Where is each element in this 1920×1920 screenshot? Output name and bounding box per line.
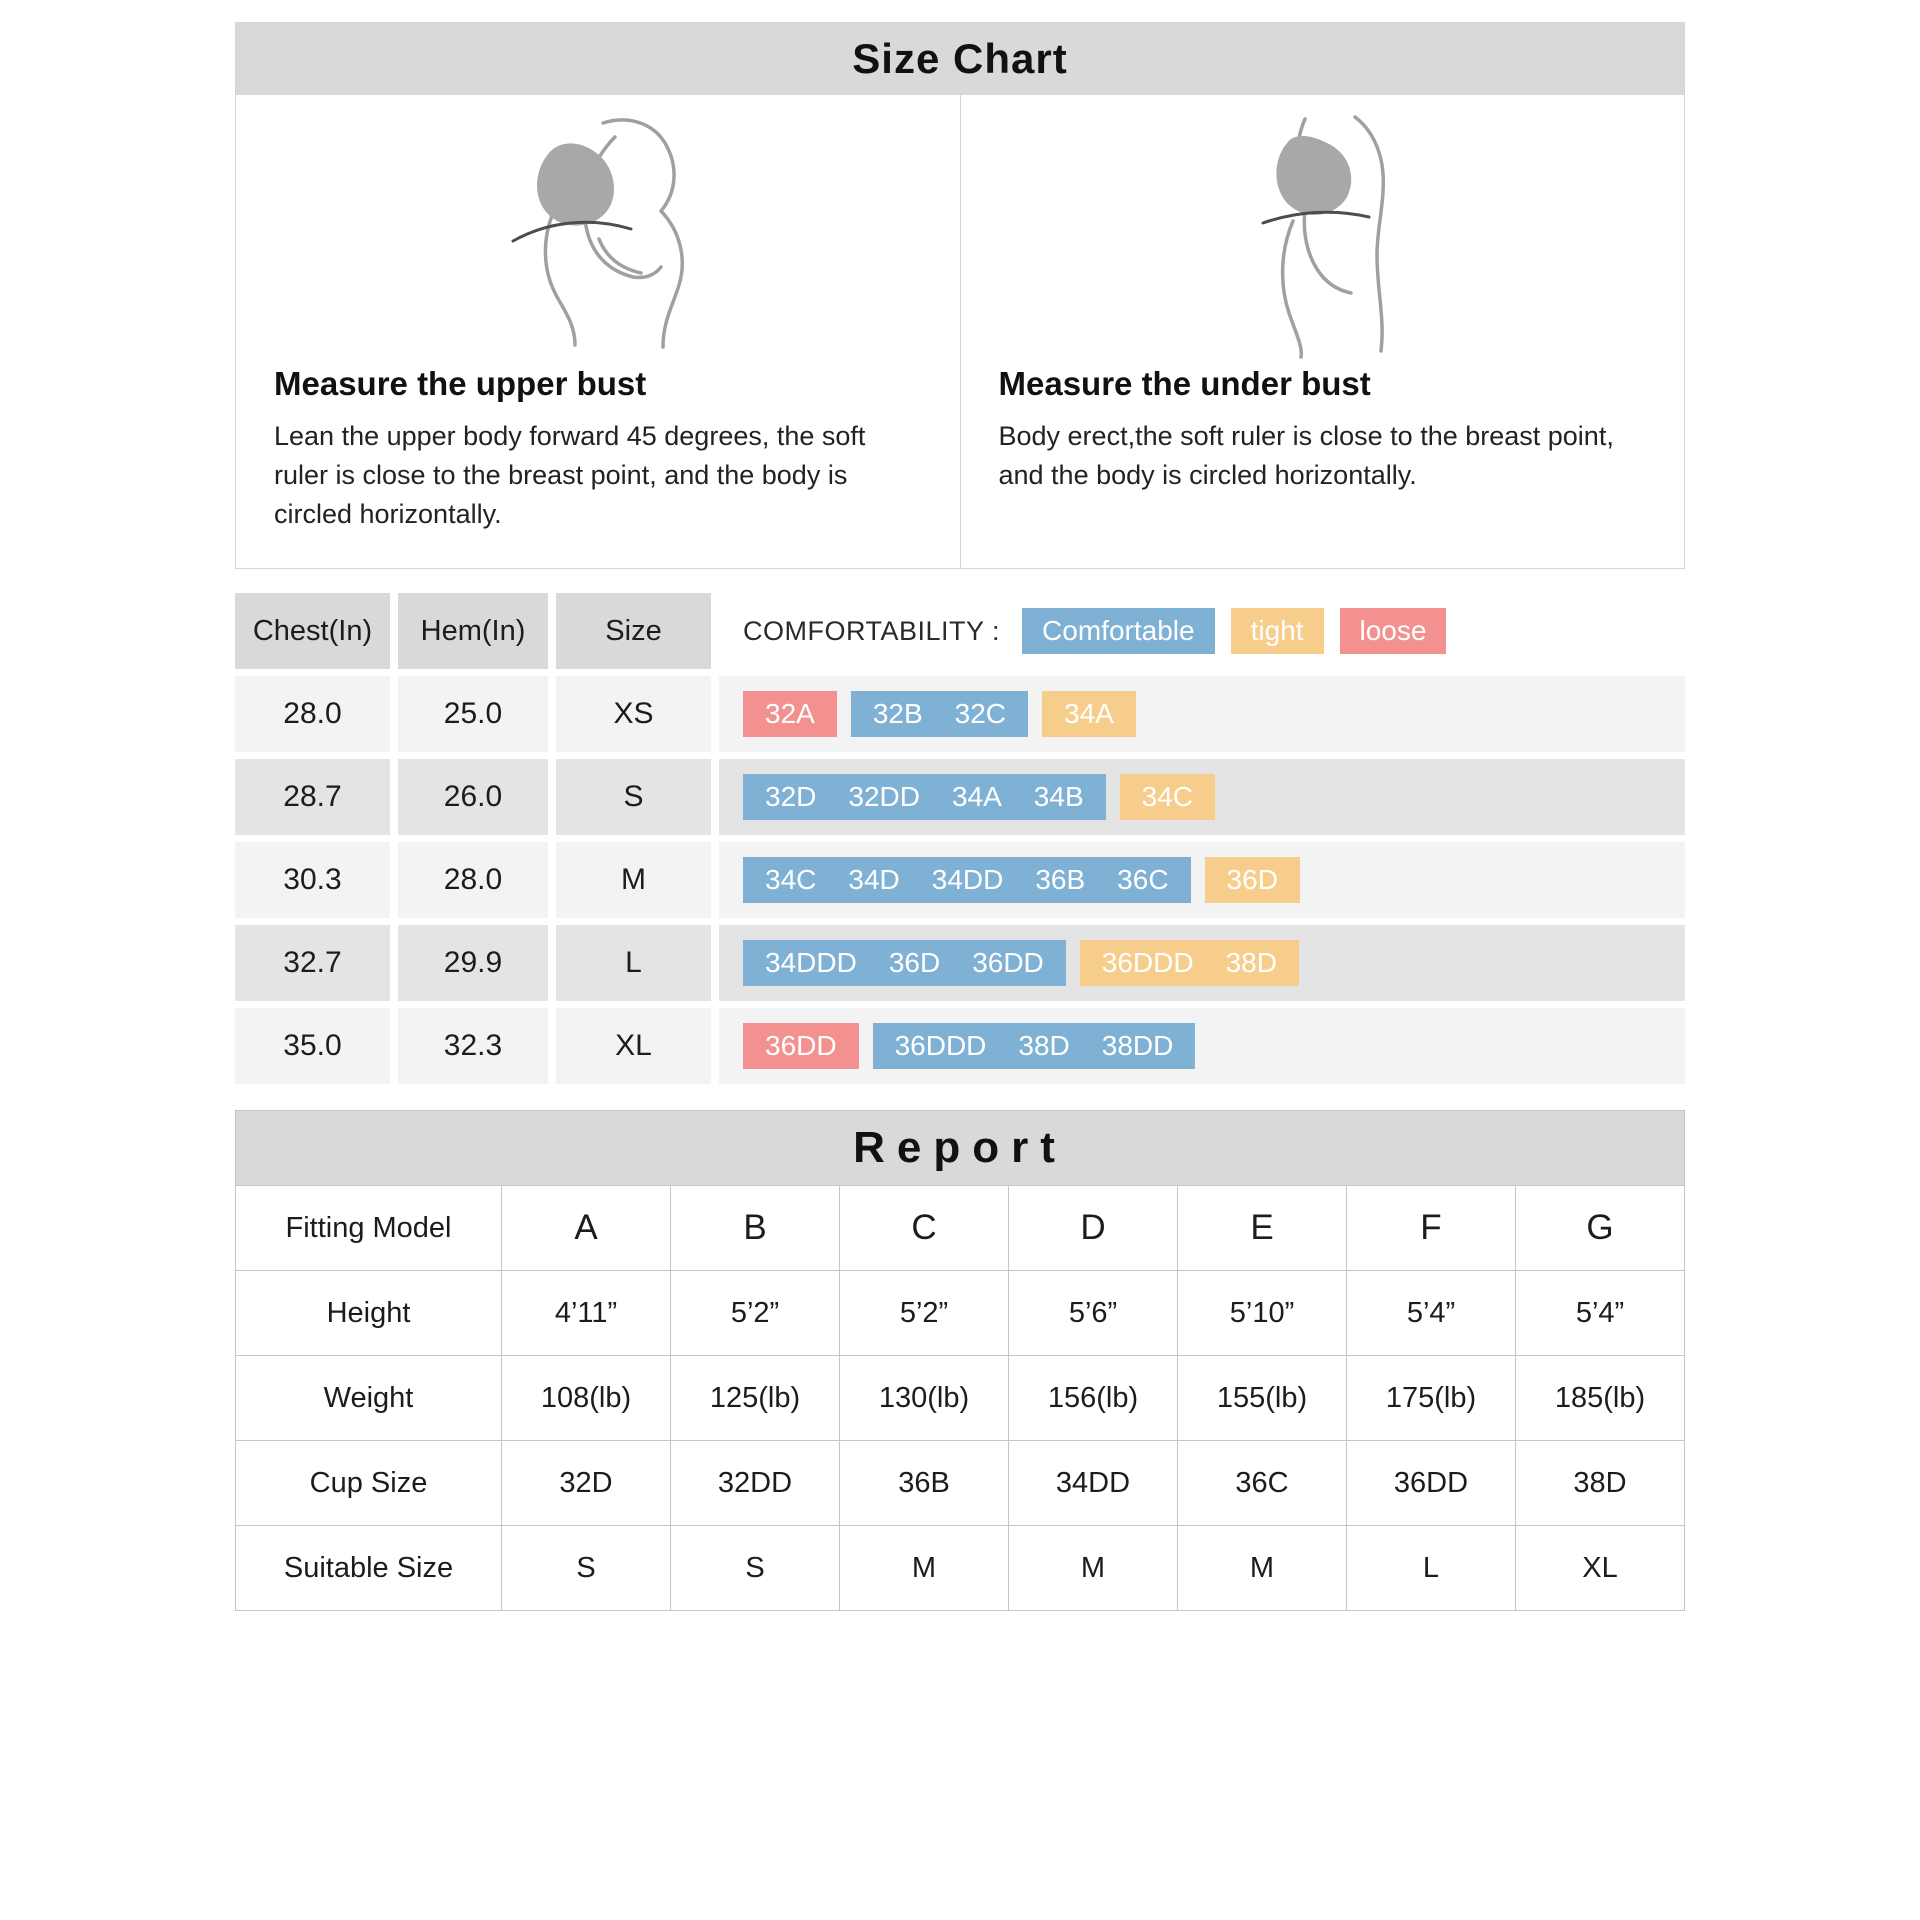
- comfortability-strip: [719, 759, 1685, 835]
- report-value-cell: XL: [1515, 1525, 1684, 1610]
- bra-size-label: 36DD: [765, 1030, 837, 1062]
- report-value-cell: L: [1346, 1525, 1515, 1610]
- size-table-body: [235, 676, 1685, 1084]
- measure-upper-bust-panel: [236, 95, 960, 568]
- size-badge-group-loose: [743, 1023, 859, 1069]
- size-table-row: [235, 759, 1685, 835]
- report-value-cell: 125(lb): [670, 1355, 839, 1440]
- size-cell-chest: 28.7: [235, 759, 390, 835]
- column-header-chest: Chest(In): [235, 593, 390, 669]
- report-value-cell: M: [1177, 1525, 1346, 1610]
- panel-body-under-bust: Body erect,the soft ruler is close to the breast point, and the body is circled horizontally.: [998, 421, 1614, 491]
- report-value-cell: 5’4”: [1515, 1270, 1684, 1355]
- report-value-cell: 4’11”: [501, 1270, 670, 1355]
- report-value-cell: 130(lb): [839, 1355, 1008, 1440]
- size-cell-size: L: [556, 925, 711, 1001]
- report-value-cell: 156(lb): [1008, 1355, 1177, 1440]
- size-badge-group-tight: [1120, 774, 1215, 820]
- size-chart-section: [235, 22, 1685, 569]
- legend-comfortable-badge: Comfortable: [1022, 608, 1215, 654]
- report-value-cell: S: [670, 1525, 839, 1610]
- report-value-cell: M: [1008, 1525, 1177, 1610]
- size-cell-hem: 26.0: [398, 759, 548, 835]
- report-value-cell: 5’2”: [839, 1270, 1008, 1355]
- report-value-cell: 5’2”: [670, 1270, 839, 1355]
- bra-size-label: 32A: [765, 698, 815, 730]
- report-model-cell: F: [1346, 1185, 1515, 1270]
- report-model-cell: C: [839, 1185, 1008, 1270]
- bra-size-label: 36B: [1035, 864, 1086, 896]
- report-model-cell: B: [670, 1185, 839, 1270]
- bra-size-label: 34DD: [931, 864, 1004, 896]
- report-row-label: Fitting Model: [236, 1185, 501, 1270]
- bra-size-label: 34D: [848, 864, 900, 896]
- bra-size-label: 34A: [951, 781, 1002, 813]
- report-row-label: Weight: [236, 1355, 501, 1440]
- legend-loose-badge: loose: [1340, 608, 1447, 654]
- bra-size-label: 38DD: [1101, 1030, 1174, 1062]
- bra-size-label: 36C: [1117, 864, 1169, 896]
- report-value-cell: 38D: [1515, 1440, 1684, 1525]
- bra-size-label: 36D: [888, 947, 941, 979]
- size-table-row: [235, 1008, 1685, 1084]
- measure-under-bust-panel: [961, 95, 1685, 568]
- size-badge-group-loose: [743, 691, 837, 737]
- column-header-hem: Hem(In): [398, 593, 548, 669]
- panel-heading-upper-bust: Measure the upper bust: [274, 365, 647, 402]
- size-cell-chest: 35.0: [235, 1008, 390, 1084]
- size-badge-group-tight: [1042, 691, 1136, 737]
- size-cell-chest: 32.7: [235, 925, 390, 1001]
- woman-upright-figure-icon: [1207, 109, 1437, 359]
- size-cell-chest: 30.3: [235, 842, 390, 918]
- size-badge-group-comfortable: [873, 1023, 1196, 1069]
- report-title: Report: [236, 1111, 1684, 1185]
- report-model-cell: A: [501, 1185, 670, 1270]
- report-value-cell: 32DD: [670, 1440, 839, 1525]
- size-badge-group-comfortable: [743, 774, 1106, 820]
- comfortability-label: COMFORTABILITY :: [743, 615, 1001, 646]
- size-badge-group-tight: [1205, 857, 1300, 903]
- size-cell-size: XL: [556, 1008, 711, 1084]
- report-row-label: Height: [236, 1270, 501, 1355]
- comfortability-legend: [719, 593, 1685, 669]
- size-table-header-row: [235, 593, 1685, 669]
- bra-size-label: 36DD: [972, 947, 1044, 979]
- panel-body-upper-bust: Lean the upper body forward 45 degrees, the soft ruler is close to the breast point, and the body is circled horizontally.: [274, 421, 866, 530]
- report-value-cell: 5’10”: [1177, 1270, 1346, 1355]
- size-cell-size: M: [556, 842, 711, 918]
- measure-upper-bust-illustration: [274, 103, 922, 361]
- bra-size-label: 36DDD: [1101, 947, 1194, 979]
- report-section: [235, 1110, 1685, 1611]
- report-row-label: Cup Size: [236, 1440, 501, 1525]
- woman-leaning-figure-icon: [483, 109, 713, 359]
- size-table: [235, 593, 1685, 1084]
- bra-size-label: 32DD: [848, 781, 920, 813]
- size-badge-group-comfortable: [743, 940, 1066, 986]
- report-model-cell: D: [1008, 1185, 1177, 1270]
- report-model-cell: E: [1177, 1185, 1346, 1270]
- comfortability-strip: [719, 676, 1685, 752]
- column-header-size: Size: [556, 593, 711, 669]
- report-value-cell: 5’4”: [1346, 1270, 1515, 1355]
- report-value-cell: 36DD: [1346, 1440, 1515, 1525]
- size-cell-hem: 28.0: [398, 842, 548, 918]
- report-value-cell: 175(lb): [1346, 1355, 1515, 1440]
- report-model-cell: G: [1515, 1185, 1684, 1270]
- size-cell-hem: 29.9: [398, 925, 548, 1001]
- bra-size-label: 32D: [765, 781, 817, 813]
- report-value-cell: S: [501, 1525, 670, 1610]
- bra-size-label: 32C: [954, 698, 1007, 730]
- size-table-row: [235, 676, 1685, 752]
- bra-size-label: 34DDD: [765, 947, 857, 979]
- size-chart-page: [235, 0, 1685, 1611]
- size-badge-group-comfortable: [851, 691, 1028, 737]
- comfortability-strip: [719, 925, 1685, 1001]
- size-cell-chest: 28.0: [235, 676, 390, 752]
- size-cell-hem: 32.3: [398, 1008, 548, 1084]
- bra-size-label: 36D: [1226, 864, 1278, 896]
- comfortability-strip: [719, 1008, 1685, 1084]
- measure-panels: [236, 95, 1684, 568]
- report-value-cell: 5’6”: [1008, 1270, 1177, 1355]
- comfortability-strip: [719, 842, 1685, 918]
- bra-size-label: 34C: [765, 864, 817, 896]
- bra-size-label: 32B: [872, 698, 923, 730]
- report-value-cell: 34DD: [1008, 1440, 1177, 1525]
- panel-heading-under-bust: Measure the under bust: [998, 365, 1371, 402]
- bra-size-label: 34C: [1141, 781, 1193, 813]
- size-table-row: [235, 842, 1685, 918]
- size-table-row: [235, 925, 1685, 1001]
- size-cell-size: S: [556, 759, 711, 835]
- bra-size-label: 36DDD: [894, 1030, 987, 1062]
- size-chart-title: Size Chart: [236, 23, 1684, 95]
- report-value-cell: 185(lb): [1515, 1355, 1684, 1440]
- size-cell-size: XS: [556, 676, 711, 752]
- bra-size-label: 38D: [1225, 947, 1277, 979]
- report-value-cell: 155(lb): [1177, 1355, 1346, 1440]
- report-value-cell: 32D: [501, 1440, 670, 1525]
- size-badge-group-comfortable: [743, 857, 1191, 903]
- legend-tight-badge: tight: [1231, 608, 1324, 654]
- bra-size-label: 34B: [1033, 781, 1084, 813]
- size-cell-hem: 25.0: [398, 676, 548, 752]
- report-row-label: Suitable Size: [236, 1525, 501, 1610]
- report-value-cell: 36C: [1177, 1440, 1346, 1525]
- bra-size-label: 38D: [1018, 1030, 1070, 1062]
- report-table: [236, 1185, 1684, 1610]
- report-value-cell: M: [839, 1525, 1008, 1610]
- measure-under-bust-illustration: [999, 103, 1647, 361]
- report-value-cell: 108(lb): [501, 1355, 670, 1440]
- report-value-cell: 36B: [839, 1440, 1008, 1525]
- size-badge-group-tight: [1080, 940, 1299, 986]
- bra-size-label: 34A: [1064, 698, 1114, 730]
